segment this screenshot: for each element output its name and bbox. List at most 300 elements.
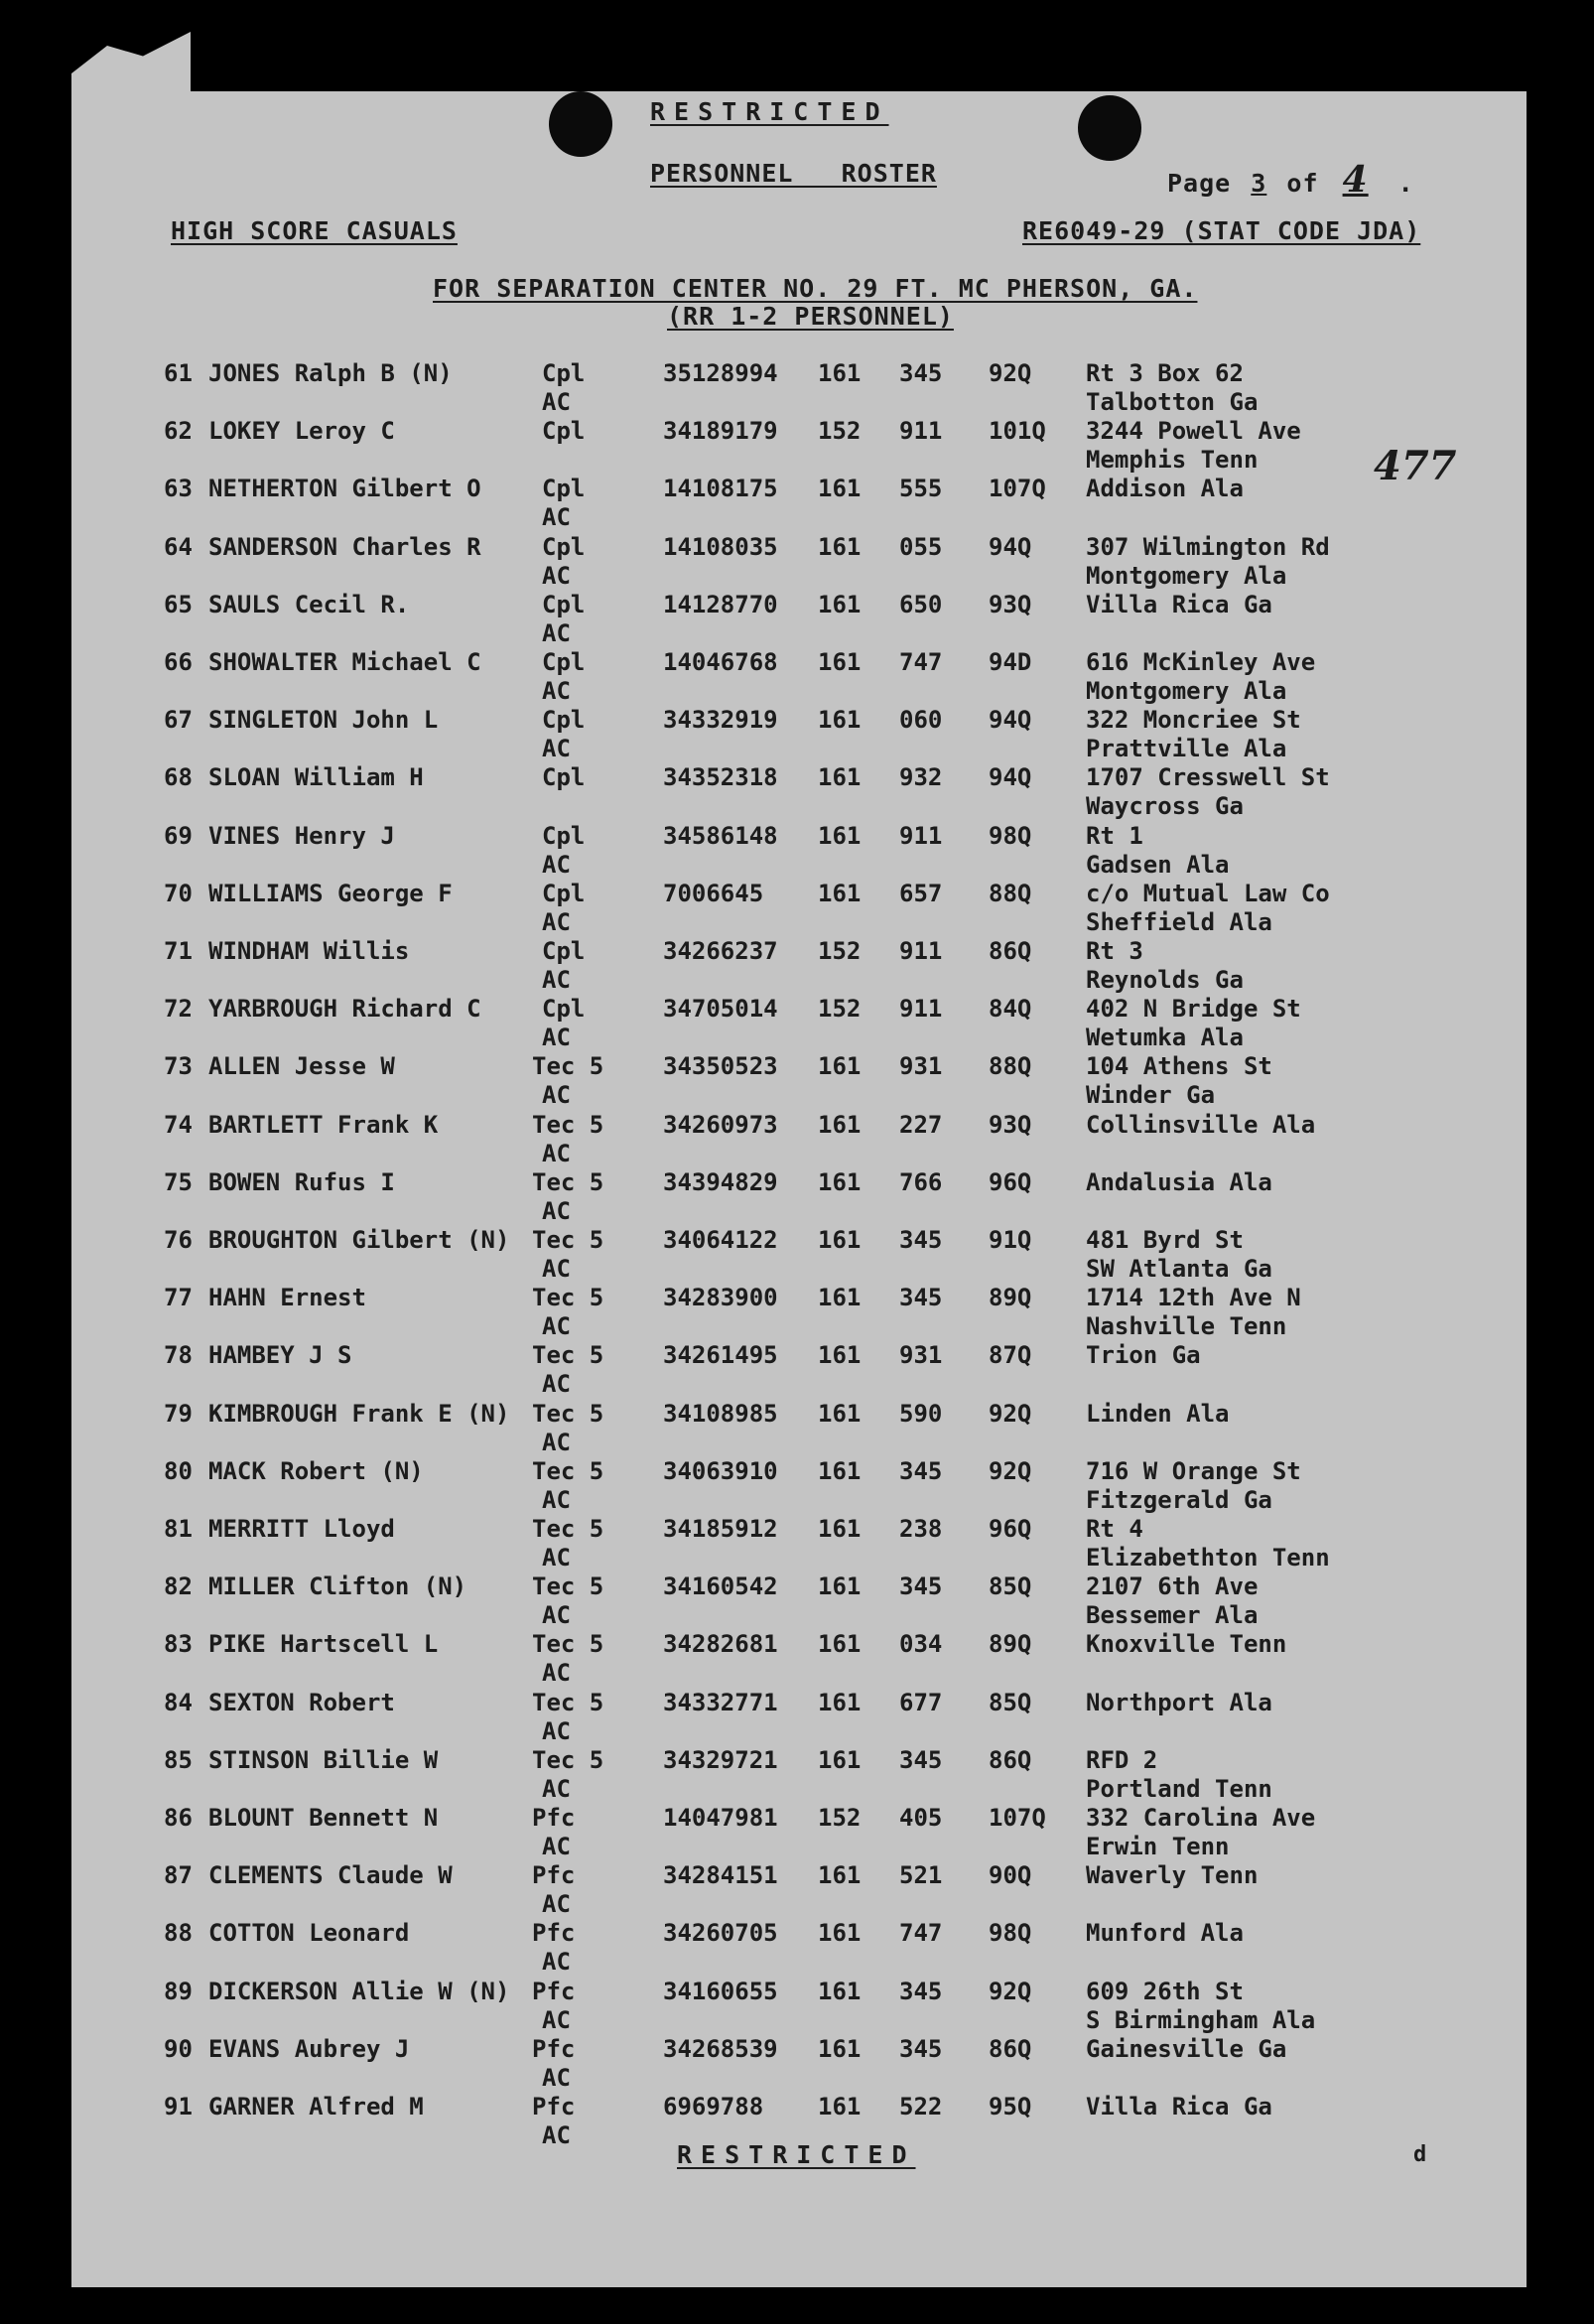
serial-number: 34352318 — [663, 763, 778, 792]
soldier-name: COTTON Leonard — [208, 1919, 410, 1948]
branch-ac: AC — [542, 1659, 571, 1688]
score: 92Q — [989, 359, 1032, 387]
serial-number: 14108175 — [663, 475, 778, 503]
row-number: 73 — [164, 1052, 193, 1081]
row-number: 84 — [164, 1688, 193, 1716]
grade: Pfc — [532, 1919, 576, 1948]
code-b: 911 — [899, 995, 943, 1024]
code-b: 060 — [899, 706, 943, 735]
code-a: 161 — [818, 1977, 862, 2005]
soldier-name: PIKE Hartscell L — [208, 1630, 439, 1659]
row-number: 78 — [164, 1341, 193, 1370]
grade: Pfc — [532, 1977, 576, 2005]
code-a: 161 — [818, 1284, 862, 1312]
code-a: 152 — [818, 937, 862, 965]
serial-number: 34705014 — [663, 995, 778, 1024]
address-line1: Rt 1 — [1086, 821, 1143, 850]
grade: Tec 5 — [532, 1572, 604, 1601]
code-b: 650 — [899, 590, 943, 618]
row-number: 72 — [164, 995, 193, 1024]
row-number: 81 — [164, 1515, 193, 1543]
serial-number: 34266237 — [663, 937, 778, 965]
serial-number: 14046768 — [663, 648, 778, 676]
branch-ac: AC — [542, 503, 571, 532]
roster-row — [0, 706, 1594, 763]
branch-ac: AC — [542, 388, 571, 416]
branch-ac: AC — [542, 850, 571, 879]
code-b: 521 — [899, 1861, 943, 1890]
code-a: 161 — [818, 648, 862, 676]
code-a: 161 — [818, 2093, 862, 2120]
serial-number: 34332919 — [663, 706, 778, 735]
page-indicator: Page 3 of 4 . — [1167, 159, 1414, 201]
address-line1: Rt 3 Box 62 — [1086, 359, 1244, 387]
address-line2: Prattville Ala — [1086, 735, 1287, 763]
row-number: 76 — [164, 1226, 193, 1254]
soldier-name: SHOWALTER Michael C — [208, 648, 481, 676]
row-number: 91 — [164, 2093, 193, 2120]
code-b: 911 — [899, 821, 943, 850]
score: 84Q — [989, 995, 1032, 1024]
address-line1: Villa Rica Ga — [1086, 590, 1272, 618]
code-b: 522 — [899, 2093, 943, 2120]
address-line2: Talbotton Ga — [1086, 388, 1259, 416]
row-number: 88 — [164, 1919, 193, 1948]
grade: Tec 5 — [532, 1341, 604, 1370]
branch-ac: AC — [542, 1890, 571, 1919]
soldier-name: WILLIAMS George F — [208, 879, 453, 907]
row-number: 68 — [164, 763, 193, 792]
branch-ac: AC — [542, 966, 571, 994]
address-line1: Northport Ala — [1086, 1688, 1272, 1716]
code-a: 161 — [818, 1167, 862, 1196]
page-total: 4 — [1342, 159, 1369, 201]
soldier-name: MERRITT Lloyd — [208, 1515, 395, 1543]
row-number: 74 — [164, 1110, 193, 1139]
grade: Cpl — [542, 879, 586, 907]
score: 96Q — [989, 1515, 1032, 1543]
soldier-name: BOWEN Rufus I — [208, 1167, 395, 1196]
address-line1: Addison Ala — [1086, 475, 1244, 503]
code-b: 345 — [899, 1226, 943, 1254]
address-line1: Villa Rica Ga — [1086, 2093, 1272, 2120]
address-line2: Montgomery Ala — [1086, 561, 1287, 590]
code-a: 161 — [818, 1861, 862, 1890]
row-number: 75 — [164, 1167, 193, 1196]
code-b: 931 — [899, 1341, 943, 1370]
address-line2: Elizabethton Tenn — [1086, 1544, 1330, 1572]
roster-row — [0, 359, 1594, 417]
soldier-name: DICKERSON Allie W (N) — [208, 1977, 510, 2005]
soldier-name: SANDERSON Charles R — [208, 532, 481, 561]
destination-line: FOR SEPARATION CENTER NO. 29 FT. MC PHERSON, GA. — [433, 274, 1198, 303]
grade: Tec 5 — [532, 1226, 604, 1254]
roster-row — [0, 1226, 1594, 1284]
serial-number: 14047981 — [663, 1804, 778, 1832]
serial-number: 34260705 — [663, 1919, 778, 1948]
row-number: 77 — [164, 1284, 193, 1312]
soldier-name: NETHERTON Gilbert O — [208, 475, 481, 503]
serial-number: 34586148 — [663, 821, 778, 850]
row-number: 69 — [164, 821, 193, 850]
soldier-name: VINES Henry J — [208, 821, 395, 850]
address-line1: 1707 Cresswell St — [1086, 763, 1330, 792]
roster-row — [0, 1457, 1594, 1515]
serial-number: 34108985 — [663, 1399, 778, 1428]
score: 107Q — [989, 1804, 1046, 1832]
page-title: PERSONNEL ROSTER — [650, 159, 937, 188]
code-a: 161 — [818, 532, 862, 561]
row-number: 90 — [164, 2034, 193, 2063]
score: 92Q — [989, 1456, 1032, 1485]
address-line2: SW Atlanta Ga — [1086, 1255, 1272, 1283]
restricted-header: RESTRICTED — [650, 97, 889, 126]
roster-row — [0, 1168, 1594, 1226]
branch-ac: AC — [542, 1544, 571, 1572]
soldier-name: SAULS Cecil R. — [208, 590, 410, 618]
code-a: 161 — [818, 1226, 862, 1254]
stat-code: RE6049-29 (STAT CODE JDA) — [1022, 216, 1421, 245]
code-a: 161 — [818, 879, 862, 907]
address-line1: 1714 12th Ave N — [1086, 1284, 1301, 1312]
address-line1: RFD 2 — [1086, 1745, 1158, 1774]
serial-number: 34282681 — [663, 1630, 778, 1659]
code-a: 152 — [818, 417, 862, 446]
soldier-name: WINDHAM Willis — [208, 937, 410, 965]
code-b: 766 — [899, 1167, 943, 1196]
code-b: 590 — [899, 1399, 943, 1428]
branch-ac: AC — [542, 1774, 571, 1803]
address-line1: Knoxville Tenn — [1086, 1630, 1287, 1659]
score: 85Q — [989, 1572, 1032, 1601]
code-a: 161 — [818, 1630, 862, 1659]
soldier-name: BLOUNT Bennett N — [208, 1804, 439, 1832]
roster-row — [0, 648, 1594, 706]
serial-number: 34394829 — [663, 1167, 778, 1196]
address-line2: Bessemer Ala — [1086, 1601, 1259, 1630]
score: 90Q — [989, 1861, 1032, 1890]
score: 89Q — [989, 1630, 1032, 1659]
grade: Cpl — [542, 763, 586, 792]
branch-ac: AC — [542, 1196, 571, 1225]
address-line1: 481 Byrd St — [1086, 1226, 1244, 1254]
score: 98Q — [989, 1919, 1032, 1948]
code-b: 345 — [899, 1745, 943, 1774]
corner-mark: d — [1413, 2142, 1428, 2167]
row-number: 83 — [164, 1630, 193, 1659]
soldier-name: SINGLETON John L — [208, 706, 439, 735]
row-number: 79 — [164, 1399, 193, 1428]
roster-row — [0, 1919, 1594, 1977]
code-b: 345 — [899, 2034, 943, 2063]
score: 86Q — [989, 2034, 1032, 2063]
address-line2: Winder Ga — [1086, 1081, 1216, 1110]
branch-ac: AC — [542, 1428, 571, 1456]
branch-ac: AC — [542, 907, 571, 936]
branch-ac: AC — [542, 2005, 571, 2034]
soldier-name: GARNER Alfred M — [208, 2093, 424, 2120]
grade: Tec 5 — [532, 1515, 604, 1543]
grade: Tec 5 — [532, 1688, 604, 1716]
code-b: 227 — [899, 1110, 943, 1139]
soldier-name: ALLEN Jesse W — [208, 1052, 395, 1081]
branch-ac: AC — [542, 1833, 571, 1860]
serial-number: 34064122 — [663, 1226, 778, 1254]
code-b: 932 — [899, 763, 943, 792]
branch-ac: AC — [542, 2121, 571, 2149]
roster-row — [0, 1284, 1594, 1341]
branch-ac: AC — [542, 1255, 571, 1283]
branch-ac: AC — [542, 561, 571, 590]
code-b: 345 — [899, 1977, 943, 2005]
address-line1: 104 Athens St — [1086, 1052, 1272, 1081]
branch-ac: AC — [542, 735, 571, 763]
code-a: 161 — [818, 2034, 862, 2063]
address-line1: 322 Moncriee St — [1086, 706, 1301, 735]
serial-number: 35128994 — [663, 359, 778, 387]
branch-ac: AC — [542, 2063, 571, 2092]
code-a: 161 — [818, 1110, 862, 1139]
address-line1: 307 Wilmington Rd — [1086, 532, 1330, 561]
address-line2: S Birmingham Ala — [1086, 2005, 1316, 2034]
row-number: 65 — [164, 590, 193, 618]
margin-number: 477 — [1374, 443, 1457, 489]
address-line2: Reynolds Ga — [1086, 966, 1244, 994]
roster-row — [0, 1400, 1594, 1457]
address-line2: Sheffield Ala — [1086, 907, 1272, 936]
serial-number: 34329721 — [663, 1745, 778, 1774]
soldier-name: BROUGHTON Gilbert (N) — [208, 1226, 510, 1254]
roster-row — [0, 1111, 1594, 1168]
roster-row — [0, 995, 1594, 1052]
roster-row — [0, 2035, 1594, 2093]
grade: Cpl — [542, 475, 586, 503]
code-b: 911 — [899, 937, 943, 965]
code-a: 161 — [818, 1399, 862, 1428]
score: 94Q — [989, 763, 1032, 792]
grade: Pfc — [532, 2034, 576, 2063]
branch-ac: AC — [542, 1716, 571, 1745]
code-b: 657 — [899, 879, 943, 907]
code-a: 161 — [818, 1745, 862, 1774]
serial-number: 34160542 — [663, 1572, 778, 1601]
code-a: 161 — [818, 475, 862, 503]
address-line2: Memphis Tenn — [1086, 446, 1259, 475]
grade: Pfc — [532, 2093, 576, 2120]
roster-row — [0, 822, 1594, 880]
serial-number: 7006645 — [663, 879, 764, 907]
address-line1: Andalusia Ala — [1086, 1167, 1272, 1196]
score: 107Q — [989, 475, 1046, 503]
roster-row — [0, 1630, 1594, 1688]
address-line1: Gainesville Ga — [1086, 2034, 1287, 2063]
address-line2: Fitzgerald Ga — [1086, 1485, 1272, 1514]
code-a: 161 — [818, 821, 862, 850]
grade: Cpl — [542, 359, 586, 387]
roster-row — [0, 763, 1594, 821]
roster-row — [0, 1746, 1594, 1804]
address-line2: Montgomery Ala — [1086, 677, 1287, 705]
grade: Tec 5 — [532, 1052, 604, 1081]
address-line1: Rt 3 — [1086, 937, 1143, 965]
address-line1: Trion Ga — [1086, 1341, 1201, 1370]
address-line1: Munford Ala — [1086, 1919, 1244, 1948]
branch-ac: AC — [542, 1024, 571, 1052]
address-line2: Wetumka Ala — [1086, 1024, 1244, 1052]
row-number: 86 — [164, 1804, 193, 1832]
soldier-name: MILLER Clifton (N) — [208, 1572, 467, 1601]
grade: Cpl — [542, 590, 586, 618]
serial-number: 34185912 — [663, 1515, 778, 1543]
address-line1: 3244 Powell Ave — [1086, 417, 1301, 446]
address-line1: Collinsville Ala — [1086, 1110, 1316, 1139]
row-number: 87 — [164, 1861, 193, 1890]
code-a: 161 — [818, 1052, 862, 1081]
address-line1: Rt 4 — [1086, 1515, 1143, 1543]
code-b: 555 — [899, 475, 943, 503]
grade: Pfc — [532, 1861, 576, 1890]
roster-row — [0, 1572, 1594, 1630]
punch-hole-left — [549, 91, 612, 157]
address-line2: Portland Tenn — [1086, 1774, 1272, 1803]
score: 94D — [989, 648, 1032, 676]
branch-ac: AC — [542, 1312, 571, 1341]
row-number: 62 — [164, 417, 193, 446]
grade: Tec 5 — [532, 1745, 604, 1774]
code-b: 055 — [899, 532, 943, 561]
soldier-name: CLEMENTS Claude W — [208, 1861, 453, 1890]
branch-ac: AC — [542, 1948, 571, 1977]
serial-number: 34283900 — [663, 1284, 778, 1312]
row-number: 70 — [164, 879, 193, 907]
serial-number: 34332771 — [663, 1688, 778, 1716]
branch-ac: AC — [542, 1139, 571, 1167]
score: 91Q — [989, 1226, 1032, 1254]
grade: Cpl — [542, 995, 586, 1024]
row-number: 63 — [164, 475, 193, 503]
grade: Cpl — [542, 706, 586, 735]
serial-number: 14108035 — [663, 532, 778, 561]
address-line1: 402 N Bridge St — [1086, 995, 1301, 1024]
address-line1: 2107 6th Ave — [1086, 1572, 1259, 1601]
score: 101Q — [989, 417, 1046, 446]
serial-number: 34189179 — [663, 417, 778, 446]
code-a: 161 — [818, 590, 862, 618]
address-line2: Waycross Ga — [1086, 792, 1244, 821]
code-b: 405 — [899, 1804, 943, 1832]
row-number: 89 — [164, 1977, 193, 2005]
roster-row — [0, 1515, 1594, 1572]
soldier-name: JONES Ralph B (N) — [208, 359, 453, 387]
page-number: 3 — [1251, 169, 1267, 198]
serial-number: 14128770 — [663, 590, 778, 618]
restricted-footer: RESTRICTED — [677, 2140, 916, 2169]
row-number: 80 — [164, 1456, 193, 1485]
score: 93Q — [989, 590, 1032, 618]
branch-ac: AC — [542, 677, 571, 705]
branch-ac: AC — [542, 1601, 571, 1630]
score: 88Q — [989, 879, 1032, 907]
score: 87Q — [989, 1341, 1032, 1370]
row-number: 66 — [164, 648, 193, 676]
soldier-name: KIMBROUGH Frank E (N) — [208, 1399, 510, 1428]
serial-number: 34063910 — [663, 1456, 778, 1485]
score: 96Q — [989, 1167, 1032, 1196]
code-a: 152 — [818, 1804, 862, 1832]
roster-row — [0, 417, 1594, 475]
roster-row — [0, 533, 1594, 591]
roster-row — [0, 937, 1594, 995]
soldier-name: YARBROUGH Richard C — [208, 995, 481, 1024]
grade: Cpl — [542, 937, 586, 965]
soldier-name: MACK Robert (N) — [208, 1456, 424, 1485]
roster-row — [0, 591, 1594, 648]
page-label: Page — [1167, 169, 1232, 198]
code-a: 161 — [818, 1515, 862, 1543]
page-of-label: of — [1286, 169, 1319, 198]
address-line1: 609 26th St — [1086, 1977, 1244, 2005]
roster-row — [0, 1341, 1594, 1399]
score: 93Q — [989, 1110, 1032, 1139]
score: 94Q — [989, 532, 1032, 561]
code-a: 161 — [818, 1572, 862, 1601]
soldier-name: LOKEY Leroy C — [208, 417, 395, 446]
grade: Tec 5 — [532, 1630, 604, 1659]
address-line1: 332 Carolina Ave — [1086, 1804, 1316, 1832]
serial-number: 34284151 — [663, 1861, 778, 1890]
serial-number: 34261495 — [663, 1341, 778, 1370]
roster-row — [0, 1052, 1594, 1110]
roster-row — [0, 475, 1594, 532]
score: 92Q — [989, 1399, 1032, 1428]
soldier-name: STINSON Billie W — [208, 1745, 439, 1774]
address-line1: Waverly Tenn — [1086, 1861, 1259, 1890]
grade: Tec 5 — [532, 1399, 604, 1428]
serial-number: 34160655 — [663, 1977, 778, 2005]
branch-ac: AC — [542, 1370, 571, 1399]
address-line1: Linden Ala — [1086, 1399, 1230, 1428]
soldier-name: SLOAN William H — [208, 763, 424, 792]
score: 95Q — [989, 2093, 1032, 2120]
code-b: 747 — [899, 1919, 943, 1948]
soldier-name: HAHN Ernest — [208, 1284, 366, 1312]
roster-row — [0, 880, 1594, 937]
code-a: 161 — [818, 706, 862, 735]
branch-ac: AC — [542, 618, 571, 647]
roster-row — [0, 1861, 1594, 1919]
address-line2: Nashville Tenn — [1086, 1312, 1287, 1341]
address-line2: Erwin Tenn — [1086, 1833, 1230, 1860]
group-label: HIGH SCORE CASUALS — [171, 216, 458, 245]
address-line1: 716 W Orange St — [1086, 1456, 1301, 1485]
grade: Tec 5 — [532, 1456, 604, 1485]
soldier-name: BARTLETT Frank K — [208, 1110, 439, 1139]
score: 86Q — [989, 937, 1032, 965]
row-number: 85 — [164, 1745, 193, 1774]
score: 88Q — [989, 1052, 1032, 1081]
code-b: 747 — [899, 648, 943, 676]
address-line1: c/o Mutual Law Co — [1086, 879, 1330, 907]
code-a: 161 — [818, 1688, 862, 1716]
code-b: 911 — [899, 417, 943, 446]
code-b: 677 — [899, 1688, 943, 1716]
score: 98Q — [989, 821, 1032, 850]
row-number: 82 — [164, 1572, 193, 1601]
code-b: 345 — [899, 1456, 943, 1485]
soldier-name: HAMBEY J S — [208, 1341, 352, 1370]
grade: Cpl — [542, 532, 586, 561]
row-number: 71 — [164, 937, 193, 965]
